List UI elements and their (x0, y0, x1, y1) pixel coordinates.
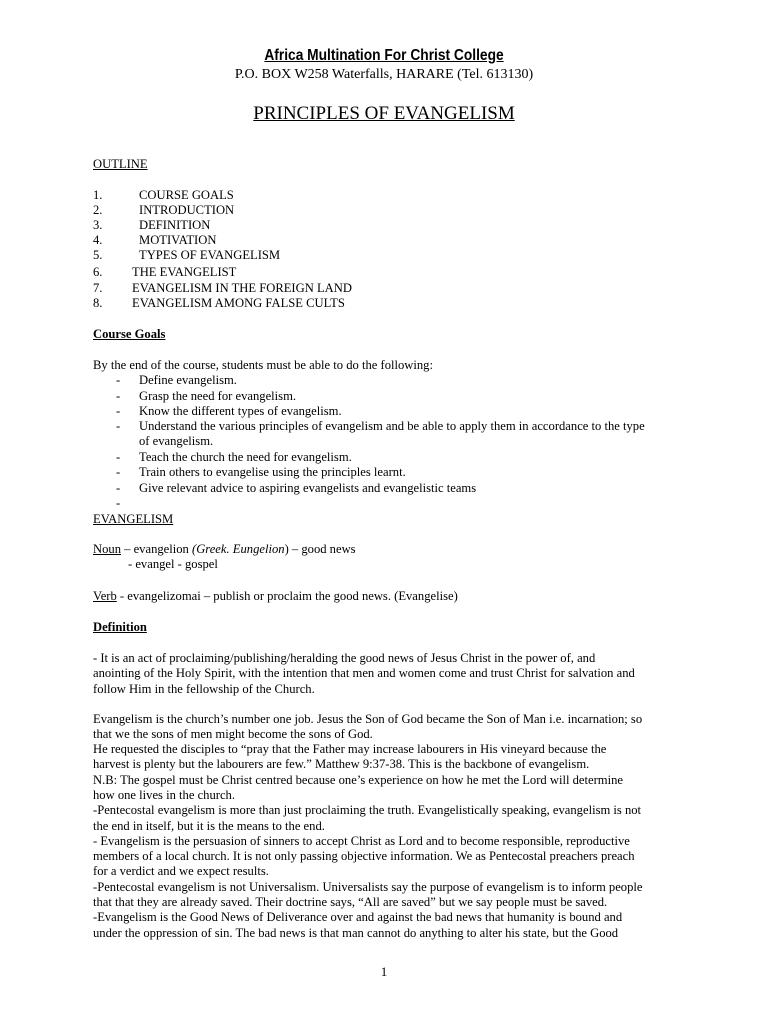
text-line: the end in itself, but it is the means to the end. (93, 819, 325, 833)
text-line: how one lives in the church. (93, 788, 235, 802)
document-page: Africa Multination For Christ College P.O. BOX W258 Waterfalls, HARARE (Tel. 613130) PRINCIPLES OF EVANGELISM OUTLINE 1. COURSE GOALS 2. INTRODUCTION 3. DEFINITION 4. MOTIVATION 5. TYPES OF EVANGELISM 6. THE EVANGELIST 7. EVANGELISM IN THE FOREIGN LAND 8. EVANGELISM AMONG FALSE CULTS Course Goals By the end of the course, students must be able to do the following: - Define evangelism. - Grasp the need for evangelism. - Know the different types of evangelism. - Understand the various principles of evangelism and be able to apply them in accordance to the type of evangelism. - Teach the church the need for evangelism. - Train others to evangelise using the principles learnt. - Give relevant advice to aspiring evangelists and evangelistic teams - EVANGELISM Noun – evangelion (Greek. Eungelion) – good news - evangel - gospel Verb - evangelizomai – publish or proclaim the good news. (Evangelise) Definition - It is an act of proclaiming/publishing/heralding the good news of Jesus Christ in the power of, and anointing of the Holy Spirit, with the intention that men and women come and trust Christ for salvation and follow Him in the fellowship of the Church. Evangelism is the church’s number one job. Jesus the Son of God became the Son of Man i.e. incarnation; so that we the sons of men might become the sons of God. He requested the disciples to “pray that the Father may increase labourers in His vineyard because the harvest is plenty but the labourers are few.” Matthew 9:37-38. This is the backbone of evangelism. N.B: The gospel must be Christ centred because one’s experience on how he met the Lord will determine how one lives in the church. -Pentecostal evangelism is more than just proclaiming the truth. Evangelistically speaking, evangelism is not the end in itself, but it is the means to the end. - Evangelism is the persuasion of sinners to accept Christ as Lord and to become responsible, reproductive members of a local church. It is not only passing objective information. We as Pentecostal preachers preach for a verdict and we expect results. -Pentecostal evangelism is not Universalism. Universalists say the purpose of evangelism is to inform people that that they are already saved. Their doctrine says, “All are saved” but we say people must be saved. -Evangelism is the Good News of Deliverance over and against the bad news that humanity is bound and under the oppression of sin. The bad news is that man cannot do anything to alter his state, but the Good 1 (0, 0, 768, 1024)
text-line: He requested the disciples to “pray that the Father may increase labourers in His vineyard because the (93, 742, 607, 756)
text-line: -Pentecostal evangelism is more than just proclaiming the truth. Evangelistically speaking, evangelism is not (93, 803, 642, 817)
outline-heading: OUTLINE (93, 157, 148, 171)
text-line: that we the sons of men might become the sons of God. (93, 727, 373, 741)
college-name: Africa Multination For Christ College (264, 47, 504, 64)
college-address: P.O. BOX W258 Waterfalls, HARARE (Tel. 613130) (234, 67, 534, 82)
noun-variants: - evangel - gospel (128, 557, 218, 571)
text-line: -Evangelism is the Good News of Deliverance over and against the bad news that humanity is bound and (93, 910, 623, 924)
noun-line: Noun – evangelion (Greek. Eungelion) – good news (93, 542, 356, 556)
course-goals-intro: By the end of the course, students must be able to do the following: (93, 358, 433, 372)
page-number: 1 (380, 964, 388, 979)
text-line: members of a local church. It is not only passing objective information. We as Pentecostal preachers preach (93, 849, 635, 863)
text-line: -Pentecostal evangelism is not Universalism. Universalists say the purpose of evangelism is to inform people (93, 880, 643, 894)
text-line: - It is an act of proclaiming/publishing/heralding the good news of Jesus Christ in the power of, and (93, 651, 596, 665)
text-line: that that they are already saved. Their doctrine says, “All are saved” but we say people must be saved. (93, 895, 608, 909)
text-line: Evangelism is the church’s number one job. Jesus the Son of God became the Son of Man i.e. incarnation; so (93, 712, 643, 726)
goal-item-continued: of evangelism. (139, 434, 214, 448)
document-title: PRINCIPLES OF EVANGELISM (253, 103, 515, 124)
evangelism-heading: EVANGELISM (93, 512, 174, 526)
text-line: follow Him in the fellowship of the Church. (93, 682, 315, 696)
text-line: anointing of the Holy Spirit, with the intention that men and women come and trust Christ for salvation and (93, 666, 635, 680)
text-line: harvest is plenty but the labourers are few.” Matthew 9:37-38. This is the backbone of evangelism. (93, 757, 590, 771)
verb-line: Verb - evangelizomai – publish or proclaim the good news. (Evangelise) (93, 589, 458, 603)
course-goals-heading: Course Goals (93, 327, 166, 341)
definition-heading: Definition (93, 620, 147, 634)
text-line: - Evangelism is the persuasion of sinners to accept Christ as Lord and to become responsible, reproductive (93, 834, 630, 848)
text-line: for a verdict and we expect results. (93, 864, 269, 878)
text-line: N.B: The gospel must be Christ centred because one’s experience on how he met the Lord will determine (93, 773, 623, 787)
text-line: under the oppression of sin. The bad news is that man cannot do anything to alter his state, but the Good (93, 926, 619, 940)
